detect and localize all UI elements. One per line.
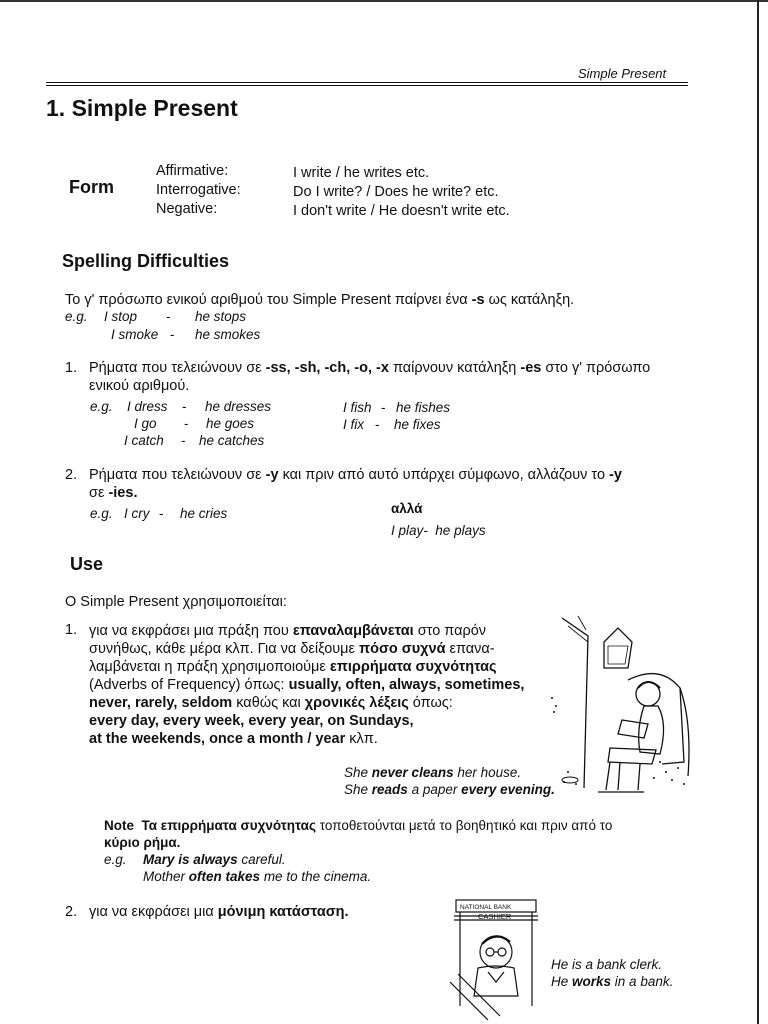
cashier-sign: CASHIER bbox=[478, 912, 512, 921]
text: λαμβάνεται η πράξη χρησιμοποιούμε bbox=[89, 659, 330, 675]
use-item2-number: 2. bbox=[65, 904, 78, 920]
text: her house. bbox=[453, 765, 522, 780]
use-item1-line bbox=[89, 730, 524, 748]
highlight: often takes bbox=[188, 869, 261, 884]
example-third-person: he fixes bbox=[394, 417, 441, 432]
key-term: Τα επιρρήματα συχνότητας bbox=[141, 818, 316, 833]
form-type-affirmative: Affirmative: bbox=[156, 163, 229, 179]
use-item2-example1: He is a bank clerk. bbox=[551, 957, 663, 972]
text: Mary bbox=[143, 852, 179, 867]
spelling-intro-suffix: -s bbox=[471, 292, 485, 308]
example-third-person: he dresses bbox=[205, 399, 272, 414]
key-term: μόνιμη κατάσταση. bbox=[217, 904, 349, 920]
form-example-affirmative: I write / he writes etc. bbox=[293, 165, 430, 181]
use-item1-example2 bbox=[344, 782, 555, 797]
use-item1-example1 bbox=[344, 765, 521, 780]
highlight: is always bbox=[178, 852, 238, 867]
example-base: I fix bbox=[343, 417, 365, 432]
text: όπως: bbox=[408, 695, 453, 711]
highlight: never cleans bbox=[371, 765, 454, 780]
highlight: reads bbox=[371, 782, 408, 797]
text: She bbox=[344, 765, 372, 780]
eg-label: e.g. bbox=[104, 852, 127, 867]
example-third-person: he smokes bbox=[195, 327, 261, 342]
key-term: χρονικές λέξεις bbox=[304, 695, 409, 711]
example-dash: - bbox=[181, 433, 186, 448]
text: He bbox=[551, 974, 573, 989]
form-type-interrogative: Interrogative: bbox=[156, 182, 241, 198]
running-header: Simple Present bbox=[578, 66, 667, 81]
time-expressions: at the weekends, once a month / year bbox=[89, 731, 346, 747]
key-term: πόσο συχνά bbox=[359, 641, 446, 657]
text: κλπ. bbox=[345, 731, 378, 747]
bank-sign: NATIONAL BANK bbox=[460, 904, 512, 911]
text: careful. bbox=[237, 852, 286, 867]
form-label: Form bbox=[69, 177, 114, 197]
note-line2: κύριο ρήμα. bbox=[104, 835, 181, 850]
text: Mother bbox=[143, 869, 189, 884]
eg-label: e.g. bbox=[65, 309, 88, 324]
rule1-text: Ρήματα που τελειώνουν σε bbox=[89, 360, 266, 376]
eg-label: e.g. bbox=[90, 506, 113, 521]
rule1-line1 bbox=[89, 360, 650, 376]
spelling-intro bbox=[65, 292, 574, 308]
scan-right-edge bbox=[757, 0, 759, 1024]
use-item2-example2 bbox=[551, 974, 673, 989]
scan-top-edge bbox=[0, 0, 768, 2]
use-item1-body bbox=[89, 622, 524, 748]
example-third-person: he cries bbox=[180, 506, 228, 521]
rule2-line2 bbox=[89, 485, 137, 501]
contrast-example bbox=[391, 523, 486, 538]
text: για να εκφράσει μια πράξη που bbox=[89, 623, 293, 639]
header-rule-top bbox=[46, 82, 688, 83]
example-base: I stop bbox=[104, 309, 138, 324]
header-rule-bottom bbox=[46, 85, 688, 86]
example-base: I dress bbox=[127, 399, 168, 414]
example-third-person: he plays bbox=[435, 523, 486, 538]
example-base: I fish bbox=[343, 400, 372, 415]
spelling-heading: Spelling Difficulties bbox=[62, 251, 230, 271]
text: a paper bbox=[407, 782, 462, 797]
use-item1-line bbox=[89, 694, 524, 712]
woman-reading-illustration bbox=[548, 612, 700, 804]
use-item1-line bbox=[89, 622, 524, 640]
form-type-negative: Negative: bbox=[156, 201, 218, 217]
rule1-number: 1. bbox=[65, 360, 78, 376]
use-item1-line bbox=[89, 658, 524, 676]
example-dash: - bbox=[184, 416, 189, 431]
rule2-text-start: σε bbox=[89, 485, 109, 501]
rule1-line2: ενικού αριθμού. bbox=[89, 378, 190, 394]
text: για να εκφράσει μια bbox=[89, 904, 218, 920]
highlight: works bbox=[572, 974, 612, 989]
example-third-person: he goes bbox=[206, 416, 255, 431]
section-title: 1. Simple Present bbox=[46, 95, 238, 121]
example-base: I play bbox=[391, 523, 424, 538]
use-intro: Ο Simple Present χρησιμοποιείται: bbox=[65, 594, 287, 610]
text: She bbox=[344, 782, 372, 797]
rule1-text-end: στο γ' πρόσωπο bbox=[541, 360, 651, 376]
example-base: I smoke bbox=[111, 327, 159, 342]
example-third-person: he catches bbox=[199, 433, 265, 448]
example-dash: - bbox=[159, 506, 164, 521]
rule1-text-mid: παίρνουν κατάληξη bbox=[388, 360, 521, 376]
key-term: επαναλαμβάνεται bbox=[292, 623, 414, 639]
example-dash: - bbox=[170, 327, 175, 342]
use-item2-text bbox=[89, 904, 349, 920]
example-dash: - bbox=[381, 400, 386, 415]
text: στο παρόν bbox=[413, 623, 487, 639]
rule1-es-suffix: -es bbox=[520, 360, 542, 376]
text: in a bank. bbox=[611, 974, 674, 989]
spelling-intro-text: Το γ' πρόσωπο ενικού αριθμού του Simple Present παίρνει ένα bbox=[65, 292, 472, 308]
spelling-intro-end: ως κατάληξη. bbox=[484, 292, 575, 308]
eg-label: e.g. bbox=[90, 399, 113, 414]
rule2-text: Ρήματα που τελειώνουν σε bbox=[89, 467, 266, 483]
highlight: every evening. bbox=[461, 782, 555, 797]
note-label: Note bbox=[104, 818, 134, 833]
note-example2 bbox=[143, 869, 371, 884]
example-base: I go bbox=[134, 416, 157, 431]
example-base: I catch bbox=[124, 433, 164, 448]
example-dash: - bbox=[375, 417, 380, 432]
form-examples bbox=[293, 164, 510, 221]
rule2-number: 2. bbox=[65, 467, 78, 483]
note-line1 bbox=[104, 818, 612, 833]
example-third-person: he stops bbox=[195, 309, 247, 324]
example-dash: - bbox=[182, 399, 187, 414]
example-dash: - bbox=[423, 523, 428, 538]
note-example1 bbox=[143, 852, 286, 867]
use-item1-number: 1. bbox=[65, 622, 78, 638]
rule2-line1 bbox=[89, 467, 622, 483]
use-item1-line bbox=[89, 676, 524, 694]
form-example-interrogative: Do I write? / Does he write? etc. bbox=[293, 184, 499, 200]
text: επανα- bbox=[445, 641, 495, 657]
adverb-list: usually, often, always, sometimes, bbox=[288, 677, 525, 693]
rule2-y-ending: -y bbox=[609, 467, 622, 483]
example-base: I cry bbox=[124, 506, 150, 521]
text: συνήθως, κάθε μέρα κλπ. Για να δείξουμε bbox=[89, 641, 360, 657]
adverb-list: never, rarely, seldom bbox=[89, 695, 233, 711]
form-types bbox=[156, 162, 241, 219]
rule2-y-ending: -y bbox=[265, 467, 279, 483]
form-example-negative: I don't write / He doesn't write etc. bbox=[293, 203, 510, 219]
but-label: αλλά bbox=[391, 501, 423, 516]
time-expressions: every day, every week, every year, on Sundays, bbox=[89, 713, 414, 729]
rule2-ies-suffix: -ies. bbox=[108, 485, 138, 501]
text: καθώς και bbox=[232, 695, 305, 711]
text: me to the cinema. bbox=[260, 869, 372, 884]
use-item1-line bbox=[89, 640, 524, 658]
text: τοποθετούνται μετά το βοηθητικό και πριν από το bbox=[316, 818, 613, 833]
rule1-endings: -ss, -sh, -ch, -o, -x bbox=[265, 360, 389, 376]
example-dash: - bbox=[166, 309, 171, 324]
use-item1-line bbox=[89, 712, 524, 730]
bank-clerk-illustration bbox=[448, 896, 544, 1020]
key-term: επιρρήματα συχνότητας bbox=[329, 659, 497, 675]
text: (Adverbs of Frequency) όπως: bbox=[89, 677, 289, 693]
rule2-text-mid: και πριν από αυτό υπάρχει σύμφωνο, αλλάζουν το bbox=[278, 467, 610, 483]
use-heading: Use bbox=[70, 554, 104, 574]
example-third-person: he fishes bbox=[396, 400, 451, 415]
